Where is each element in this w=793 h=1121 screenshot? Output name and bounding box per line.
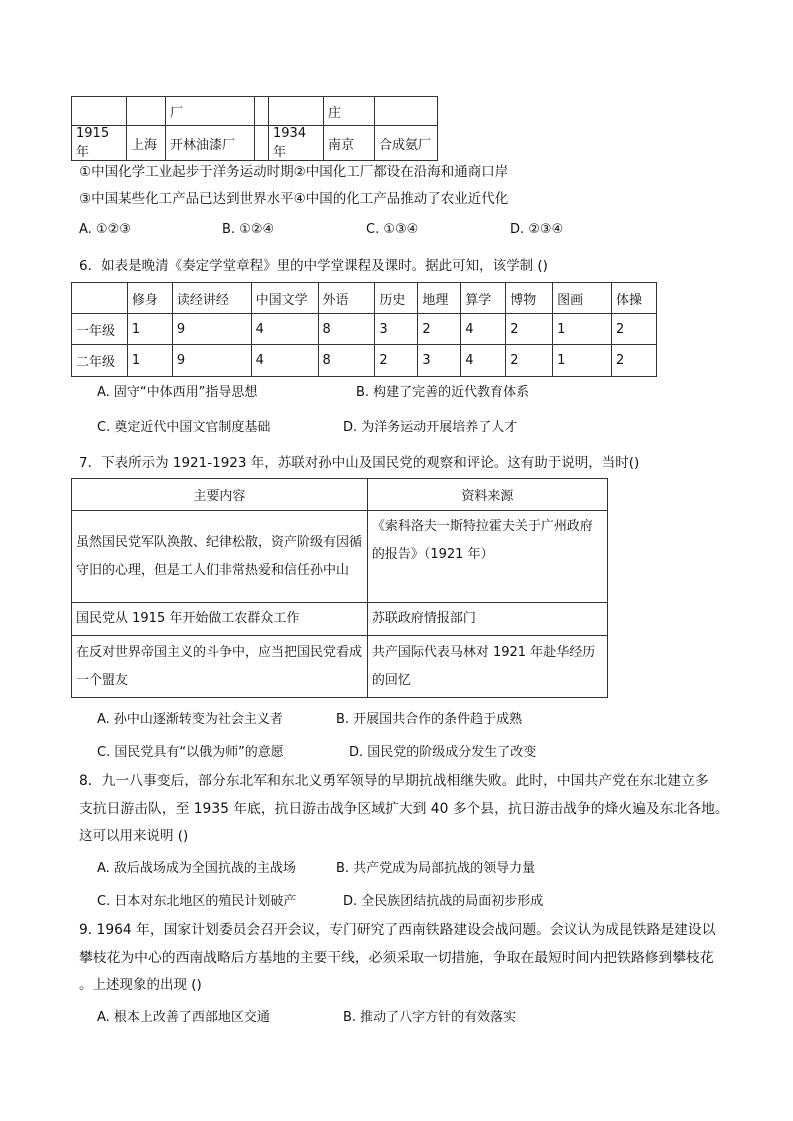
q6-stem: 6．如表是晚清《奏定学堂章程》里的中学堂课程及课时。据此可知，该学制 () <box>79 258 548 274</box>
factory-cell: 1934 年 <box>269 126 324 161</box>
curriculum-cell: 2 <box>506 345 553 377</box>
factory-cell: 合成氨厂 <box>375 126 438 161</box>
factory-cell: 南京 <box>324 126 375 161</box>
q8-option-c[interactable]: C. 日本对东北地区的殖民计划破产 <box>97 894 297 909</box>
soviet-observation-table <box>71 478 608 698</box>
q7-option-a[interactable]: A. 孙中山逐渐转变为社会主义者 <box>97 712 283 727</box>
factory-cell <box>269 97 324 126</box>
curriculum-cell: 一年级 <box>72 314 128 345</box>
observation-cell: 共产国际代表马林对 1921 年赴华经历的回忆 <box>367 636 607 698</box>
factory-cell <box>255 97 269 126</box>
q9-stem-line2: 攀枝花为中心的西南战略后方基地的主要干线，必须采取一切措施，争取在最短时间内把铁路修到攀枝花 <box>79 950 714 966</box>
q6-option-b[interactable]: B. 构建了完善的近代教育体系 <box>356 385 530 400</box>
curriculum-cell: 4 <box>461 314 506 345</box>
q5-statement-1: ①中国化学工业起步于洋务运动时期②中国化工厂都设在沿海和通商口岸 <box>79 164 509 180</box>
observation-cell: 《索科洛夫一斯特拉霍夫关于广州政府的报告》（1921 年） <box>367 511 607 603</box>
q9-option-b[interactable]: B. 推动了八字方针的有效落实 <box>343 1010 517 1025</box>
observation-cell: 苏联政府情报部门 <box>367 603 607 636</box>
q5-option-d[interactable]: D. ②③④ <box>510 222 564 237</box>
observation-header: 主要内容 <box>72 479 368 511</box>
q8-stem-line2: 支抗日游击队，至 1935 年底，抗日游击战争区域扩大到 40 多个县，抗日游击战争的烽火遍及东北各地。 <box>79 801 729 817</box>
curriculum-table <box>71 282 657 377</box>
curriculum-header: 修身 <box>127 283 172 314</box>
curriculum-header: 博物 <box>506 283 553 314</box>
observation-cell: 虽然国民党军队涣散、纪律松散，资产阶级有因循守旧的心理，但是工人们非常热爱和信任孙中山 <box>72 511 368 603</box>
q6-option-a[interactable]: A. 固守“中体西用”指导思想 <box>97 385 258 400</box>
curriculum-header: 外语 <box>318 283 375 314</box>
curriculum-header: 历史 <box>375 283 418 314</box>
factory-cell: 厂 <box>166 97 255 126</box>
curriculum-cell: 9 <box>172 345 251 377</box>
factory-cell <box>255 126 269 161</box>
curriculum-header: 体操 <box>612 283 657 314</box>
curriculum-cell: 1 <box>553 345 612 377</box>
q7-stem: 7．下表所示为 1921-1923 年，苏联对孙中山及国民党的观察和评论。这有助于说明，当时() <box>79 455 640 471</box>
curriculum-header <box>72 283 128 314</box>
curriculum-cell: 1 <box>127 314 172 345</box>
q7-option-c[interactable]: C. 国民党具有“以俄为师”的意愿 <box>97 745 284 760</box>
curriculum-cell: 2 <box>612 345 657 377</box>
curriculum-cell: 4 <box>251 345 318 377</box>
q8-stem-line1: 8．九一八事变后，部分东北军和东北义勇军领导的早期抗战相继失败。此时，中国共产党在东北建立多 <box>79 773 709 789</box>
observation-cell: 在反对世界帝国主义的斗争中，应当把国民党看成一个盟友 <box>72 636 368 698</box>
curriculum-header: 读经讲经 <box>172 283 251 314</box>
q6-option-d[interactable]: D. 为洋务运动开展培养了人才 <box>343 420 518 435</box>
q5-option-c[interactable]: C. ①③④ <box>366 222 419 237</box>
factory-cell: 上海 <box>127 126 166 161</box>
factory-cell: 1915 年 <box>72 126 127 161</box>
curriculum-cell: 4 <box>251 314 318 345</box>
curriculum-cell: 9 <box>172 314 251 345</box>
curriculum-cell: 3 <box>418 345 461 377</box>
factory-cell: 开林油漆厂 <box>166 126 255 161</box>
q9-stem-line1: 9. 1964 年，国家计划委员会召开会议，专门研究了西南铁路建设会战问题。会议认为成昆铁路是建设以 <box>79 922 716 938</box>
curriculum-cell: 3 <box>375 314 418 345</box>
q8-stem-line3: 这可以用来说明 () <box>79 828 189 844</box>
curriculum-cell: 2 <box>612 314 657 345</box>
factory-table <box>71 96 438 161</box>
q9-stem-line3: 。上述现象的出现 () <box>79 977 202 993</box>
curriculum-cell: 1 <box>127 345 172 377</box>
q5-option-a[interactable]: A. ①②③ <box>79 222 131 237</box>
curriculum-header: 算学 <box>461 283 506 314</box>
q7-option-b[interactable]: B. 开展国共合作的条件趋于成熟 <box>336 712 523 727</box>
curriculum-cell: 1 <box>553 314 612 345</box>
curriculum-header: 图画 <box>553 283 612 314</box>
curriculum-cell: 2 <box>418 314 461 345</box>
factory-cell: 庄 <box>324 97 375 126</box>
curriculum-cell: 8 <box>318 345 375 377</box>
factory-cell <box>127 97 166 126</box>
factory-cell <box>72 97 127 126</box>
q8-option-a[interactable]: A. 敌后战场成为全国抗战的主战场 <box>97 861 296 876</box>
q7-option-d[interactable]: D. 国民党的阶级成分发生了改变 <box>349 745 537 760</box>
curriculum-cell: 8 <box>318 314 375 345</box>
q6-option-c[interactable]: C. 奠定近代中国文官制度基础 <box>97 420 271 435</box>
observation-cell: 国民党从 1915 年开始做工农群众工作 <box>72 603 368 636</box>
curriculum-cell: 4 <box>461 345 506 377</box>
factory-cell <box>375 97 438 126</box>
q8-option-d[interactable]: D. 全民族团结抗战的局面初步形成 <box>343 894 544 909</box>
curriculum-header: 中国文学 <box>251 283 318 314</box>
curriculum-cell: 2 <box>506 314 553 345</box>
q9-option-a[interactable]: A. 根本上改善了西部地区交通 <box>97 1010 270 1025</box>
curriculum-header: 地理 <box>418 283 461 314</box>
curriculum-cell: 2 <box>375 345 418 377</box>
q5-option-b[interactable]: B. ①②④ <box>222 222 275 237</box>
curriculum-cell: 二年级 <box>72 345 128 377</box>
observation-header: 资料来源 <box>367 479 607 511</box>
q8-option-b[interactable]: B. 共产党成为局部抗战的领导力量 <box>336 861 536 876</box>
q5-statement-2: ③中国某些化工产品已达到世界水平④中国的化工产品推动了农业近代化 <box>79 191 509 207</box>
